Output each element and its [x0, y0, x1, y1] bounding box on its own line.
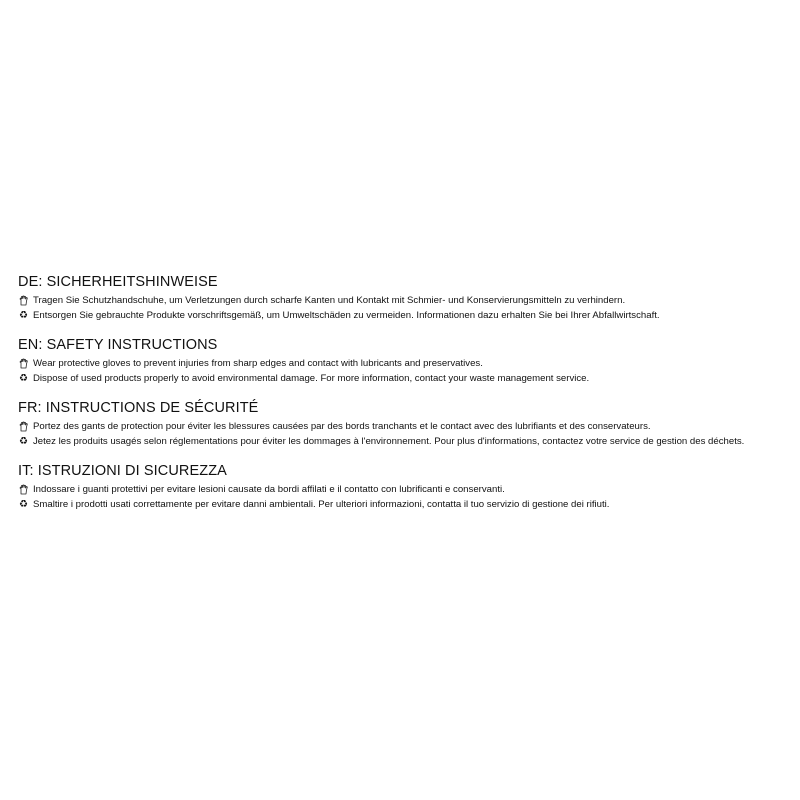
glove-icon: [18, 421, 29, 432]
section-title-en: EN: SAFETY INSTRUCTIONS: [18, 337, 218, 353]
recycle-icon: ♻: [19, 499, 28, 510]
disposal-text-it: Smaltire i prodotti usati correttamente per evitare danni ambientali. Per ulteriori informazioni, contatta il tuo servizio di gestione dei rifiuti.: [33, 499, 610, 510]
gloves-instruction-en: [18, 356, 793, 371]
section-title-de: DE: SICHERHEITSHINWEISE: [18, 274, 218, 290]
disposal-text-fr: Jetez les produits usagés selon réglementations pour éviter les dommages à l'environnement. Pour plus d'informations, contactez votre service de gestion des déchets.: [33, 436, 745, 447]
section-de: [18, 274, 793, 323]
gloves-text-fr: Portez des gants de protection pour éviter les blessures causées par des bords tranchants et le contact avec des lubrifiants et des conservateurs.: [33, 421, 651, 432]
glove-icon: [18, 484, 29, 495]
section-it: [18, 463, 793, 512]
recycle-icon: ♻: [19, 310, 28, 321]
gloves-instruction-fr: [18, 419, 793, 434]
section-title-fr: FR: INSTRUCTIONS DE SÉCURITÉ: [18, 400, 259, 416]
gloves-instruction-de: [18, 293, 793, 308]
gloves-text-de: Tragen Sie Schutzhandschuhe, um Verletzungen durch scharfe Kanten und Kontakt mit Schmier- und Konservierungsmitteln zu verhindern.: [33, 295, 626, 306]
disposal-instruction-it: [18, 497, 793, 512]
safety-instructions: [18, 274, 793, 526]
disposal-instruction-en: [18, 371, 793, 386]
glove-icon: [18, 295, 29, 306]
disposal-instruction-fr: [18, 434, 793, 449]
gloves-text-it: Indossare i guanti protettivi per evitare lesioni causate da bordi affilati e il contatto con lubrificanti e conservanti.: [33, 484, 505, 495]
disposal-text-de: Entsorgen Sie gebrauchte Produkte vorschriftsgemäß, um Umweltschäden zu vermeiden. Informationen dazu erhalten Sie bei Ihrer Abfallwirtschaft.: [33, 310, 660, 321]
glove-icon: [18, 358, 29, 369]
section-en: [18, 337, 793, 386]
gloves-instruction-it: [18, 482, 793, 497]
disposal-instruction-de: [18, 308, 793, 323]
disposal-text-en: Dispose of used products properly to avoid environmental damage. For more information, contact your waste management service.: [33, 373, 590, 384]
recycle-icon: ♻: [19, 436, 28, 447]
recycle-icon: ♻: [19, 373, 28, 384]
section-fr: [18, 400, 793, 449]
gloves-text-en: Wear protective gloves to prevent injuries from sharp edges and contact with lubricants and preservatives.: [33, 358, 483, 369]
section-title-it: IT: ISTRUZIONI DI SICUREZZA: [18, 463, 227, 479]
